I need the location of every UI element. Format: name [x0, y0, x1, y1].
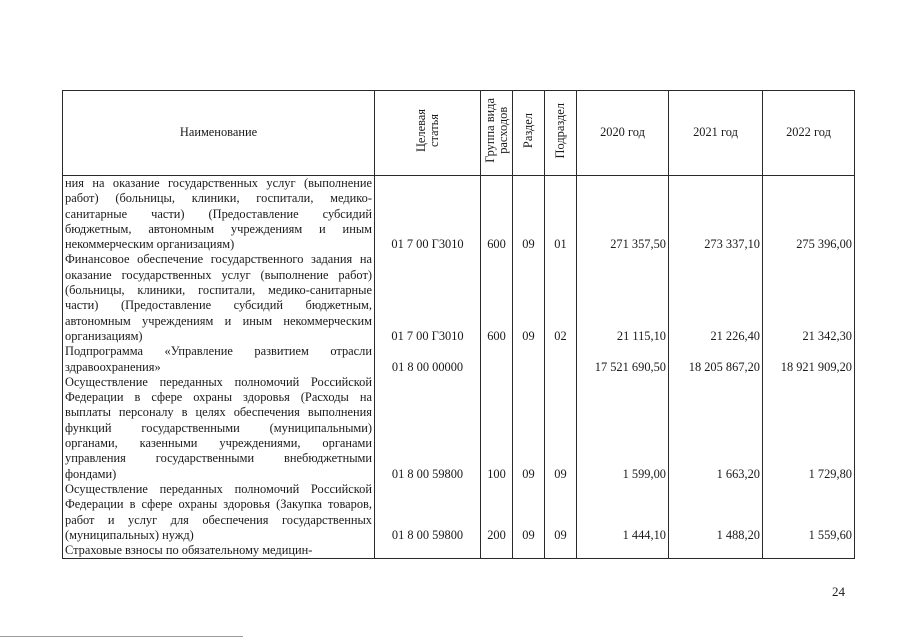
table-header [63, 91, 855, 176]
row-amount-2022: 275 396,00 [763, 176, 855, 253]
row-target-article [375, 543, 481, 559]
header-section: Раздел [513, 91, 545, 176]
row-subsection: 09 [545, 482, 577, 543]
row-expense-group [481, 344, 513, 375]
row-name: Страховые взносы по обязательному медицин- [63, 543, 375, 559]
header-expense-group: Группа вида расходов [481, 91, 513, 176]
row-amount-2020: 1 444,10 [577, 482, 669, 543]
row-section: 09 [513, 176, 545, 253]
row-amount-2021: 273 337,10 [669, 176, 763, 253]
table-row [63, 375, 855, 482]
header-subsection: Подраздел [545, 91, 577, 176]
row-subsection [545, 543, 577, 559]
row-subsection: 09 [545, 375, 577, 482]
row-amount-2021: 21 226,40 [669, 252, 763, 344]
row-expense-group: 100 [481, 375, 513, 482]
header-2021: 2021 год [669, 91, 763, 176]
row-target-article: 01 8 00 59800 [375, 375, 481, 482]
table-row [63, 543, 855, 559]
row-subsection: 02 [545, 252, 577, 344]
row-section: 09 [513, 482, 545, 543]
table-row [63, 344, 855, 375]
row-amount-2020: 17 521 690,50 [577, 344, 669, 375]
row-name: Осуществление переданных полномочий Российской Федерации в сфере охраны здоровья (Закупка товаров, работ и услуг для обеспечения государственных (муниципальных) нужд) [63, 482, 375, 543]
row-name: Финансовое обеспечение государственного задания на оказание государственных услуг (выполнение работ) (больницы, клиники, госпитали, медико-санитарные части) (Предоставление субсидий бюджетным, автономным учреждениям и иным некоммерческим организациям) [63, 252, 375, 344]
row-section: 09 [513, 252, 545, 344]
budget-table [62, 90, 855, 559]
header-2022: 2022 год [763, 91, 855, 176]
row-amount-2020: 271 357,50 [577, 176, 669, 253]
header-name: Наименование [63, 91, 375, 176]
row-amount-2021: 1 663,20 [669, 375, 763, 482]
table-body [63, 176, 855, 559]
row-section [513, 543, 545, 559]
row-subsection [545, 344, 577, 375]
row-name: Подпрограмма «Управление развитием отрасли здравоохранения» [63, 344, 375, 375]
row-target-article: 01 7 00 Г3010 [375, 176, 481, 253]
row-subsection: 01 [545, 176, 577, 253]
row-amount-2021 [669, 543, 763, 559]
row-amount-2022: 18 921 909,20 [763, 344, 855, 375]
row-expense-group: 200 [481, 482, 513, 543]
row-target-article: 01 7 00 Г3010 [375, 252, 481, 344]
row-amount-2021: 18 205 867,20 [669, 344, 763, 375]
row-name: ния на оказание государственных услуг (выполнение работ) (больницы, клиники, госпитали, медико-санитарные части) (Предоставление субсидий бюджетным, автономным учреждениям и иным некоммерческим организациям) [63, 176, 375, 253]
row-expense-group: 600 [481, 176, 513, 253]
row-amount-2022: 1 729,80 [763, 375, 855, 482]
row-expense-group [481, 543, 513, 559]
row-name: Осуществление переданных полномочий Российской Федерации в сфере охраны здоровья (Расходы на выплаты персоналу в целях обеспечения выполнения функций государственными (муниципальными) органами, казенными учреждениями, органами управления государственными внебюджетными фондами) [63, 375, 375, 482]
header-2020: 2020 год [577, 91, 669, 176]
row-section [513, 344, 545, 375]
row-section: 09 [513, 375, 545, 482]
footer-divider [0, 636, 243, 637]
table-row [63, 482, 855, 543]
row-amount-2022: 21 342,30 [763, 252, 855, 344]
row-expense-group: 600 [481, 252, 513, 344]
row-target-article: 01 8 00 59800 [375, 482, 481, 543]
row-amount-2021: 1 488,20 [669, 482, 763, 543]
table-row [63, 176, 855, 253]
row-target-article: 01 8 00 00000 [375, 344, 481, 375]
row-amount-2020: 1 599,00 [577, 375, 669, 482]
page-number: 24 [832, 584, 845, 599]
row-amount-2022 [763, 543, 855, 559]
table-row [63, 252, 855, 344]
header-target-article: Целевая статья [375, 91, 481, 176]
row-amount-2020 [577, 543, 669, 559]
row-amount-2020: 21 115,10 [577, 252, 669, 344]
row-amount-2022: 1 559,60 [763, 482, 855, 543]
